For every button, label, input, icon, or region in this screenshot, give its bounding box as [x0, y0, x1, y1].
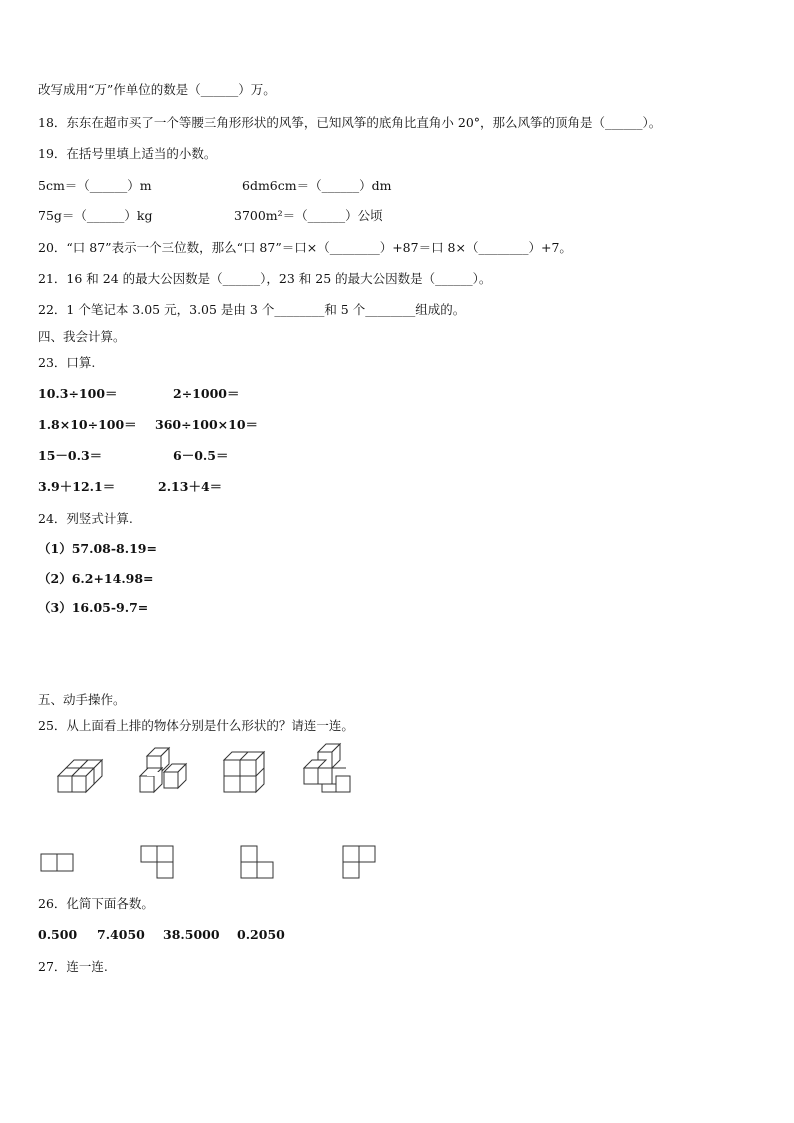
q26-value-4: 0.2050 [237, 927, 285, 942]
q18-text: 18．东东在超市买了一个等腰三角形形状的风筝，已知风筝的底角比直角小 20°，那么风筝的顶角是（______）。 [38, 115, 662, 130]
q19-title: 19．在括号里填上适当的小数。 [38, 146, 217, 161]
q23-row2-left: 1.8×10÷100＝ [38, 417, 137, 432]
q20-text: 20．“口 87”表示一个三位数，那么“口 87”＝口×（________）+87＝口 8×（________）+7。 [38, 240, 572, 255]
q19-row2-right: 3700m²＝（______）公顷 [234, 208, 383, 223]
q25-title: 25．从上面看上排的物体分别是什么形状的？请连一连。 [38, 718, 354, 733]
solid-figure-3 [224, 752, 264, 792]
section-5-heading: 五、动手操作。 [38, 692, 126, 707]
q21-text: 21．16 和 24 的最大公因数是（______），23 和 25 的最大公因数是（______）。 [38, 271, 492, 286]
q23-row3-left: 15－0.3＝ [38, 448, 103, 463]
q26-value-1: 0.500 [38, 927, 78, 942]
top-view-2 [141, 846, 173, 878]
top-view-1 [41, 854, 73, 871]
q23-row4-left: 3.9＋12.1＝ [38, 479, 116, 494]
q24-item-2: （2）6.2+14.98= [38, 571, 154, 586]
q19-row2-left: 75g＝（______）kg [38, 208, 153, 223]
q22-text: 22．1 个笔记本 3.05 元，3.05 是由 3 个________和 5 个________组成的。 [38, 302, 466, 317]
q19-row1-right: 6dm6cm＝（______）dm [242, 178, 392, 193]
q24-item-1: （1）57.08-8.19= [38, 541, 157, 556]
q23-row1-right: 2÷1000＝ [173, 386, 240, 401]
section-4-heading: 四、我会计算。 [38, 329, 126, 344]
q26-value-2: 7.4050 [97, 927, 145, 942]
top-view-4 [343, 846, 375, 878]
q23-row3-right: 6－0.5＝ [173, 448, 229, 463]
q24-item-3: （3）16.05-9.7= [38, 600, 149, 615]
q27-title: 27．连一连. [38, 959, 108, 974]
solid-figure-2 [140, 748, 186, 792]
q23-title: 23．口算. [38, 355, 96, 370]
q23-row4-right: 2.13＋4＝ [158, 479, 223, 494]
q19-row1-left: 5cm＝（______）m [38, 178, 152, 193]
q23-row2-right: 360÷100×10＝ [155, 417, 259, 432]
q26-title: 26．化简下面各数。 [38, 896, 154, 911]
q24-title: 24．列竖式计算. [38, 511, 133, 526]
q23-row1-left: 10.3÷100＝ [38, 386, 118, 401]
solid-figure-4 [304, 744, 350, 792]
solid-figure-1 [58, 760, 102, 792]
q17-tail: 改写成用“万”作单位的数是（______）万。 [38, 82, 276, 97]
top-view-3 [241, 846, 273, 878]
q26-value-3: 38.5000 [163, 927, 220, 942]
